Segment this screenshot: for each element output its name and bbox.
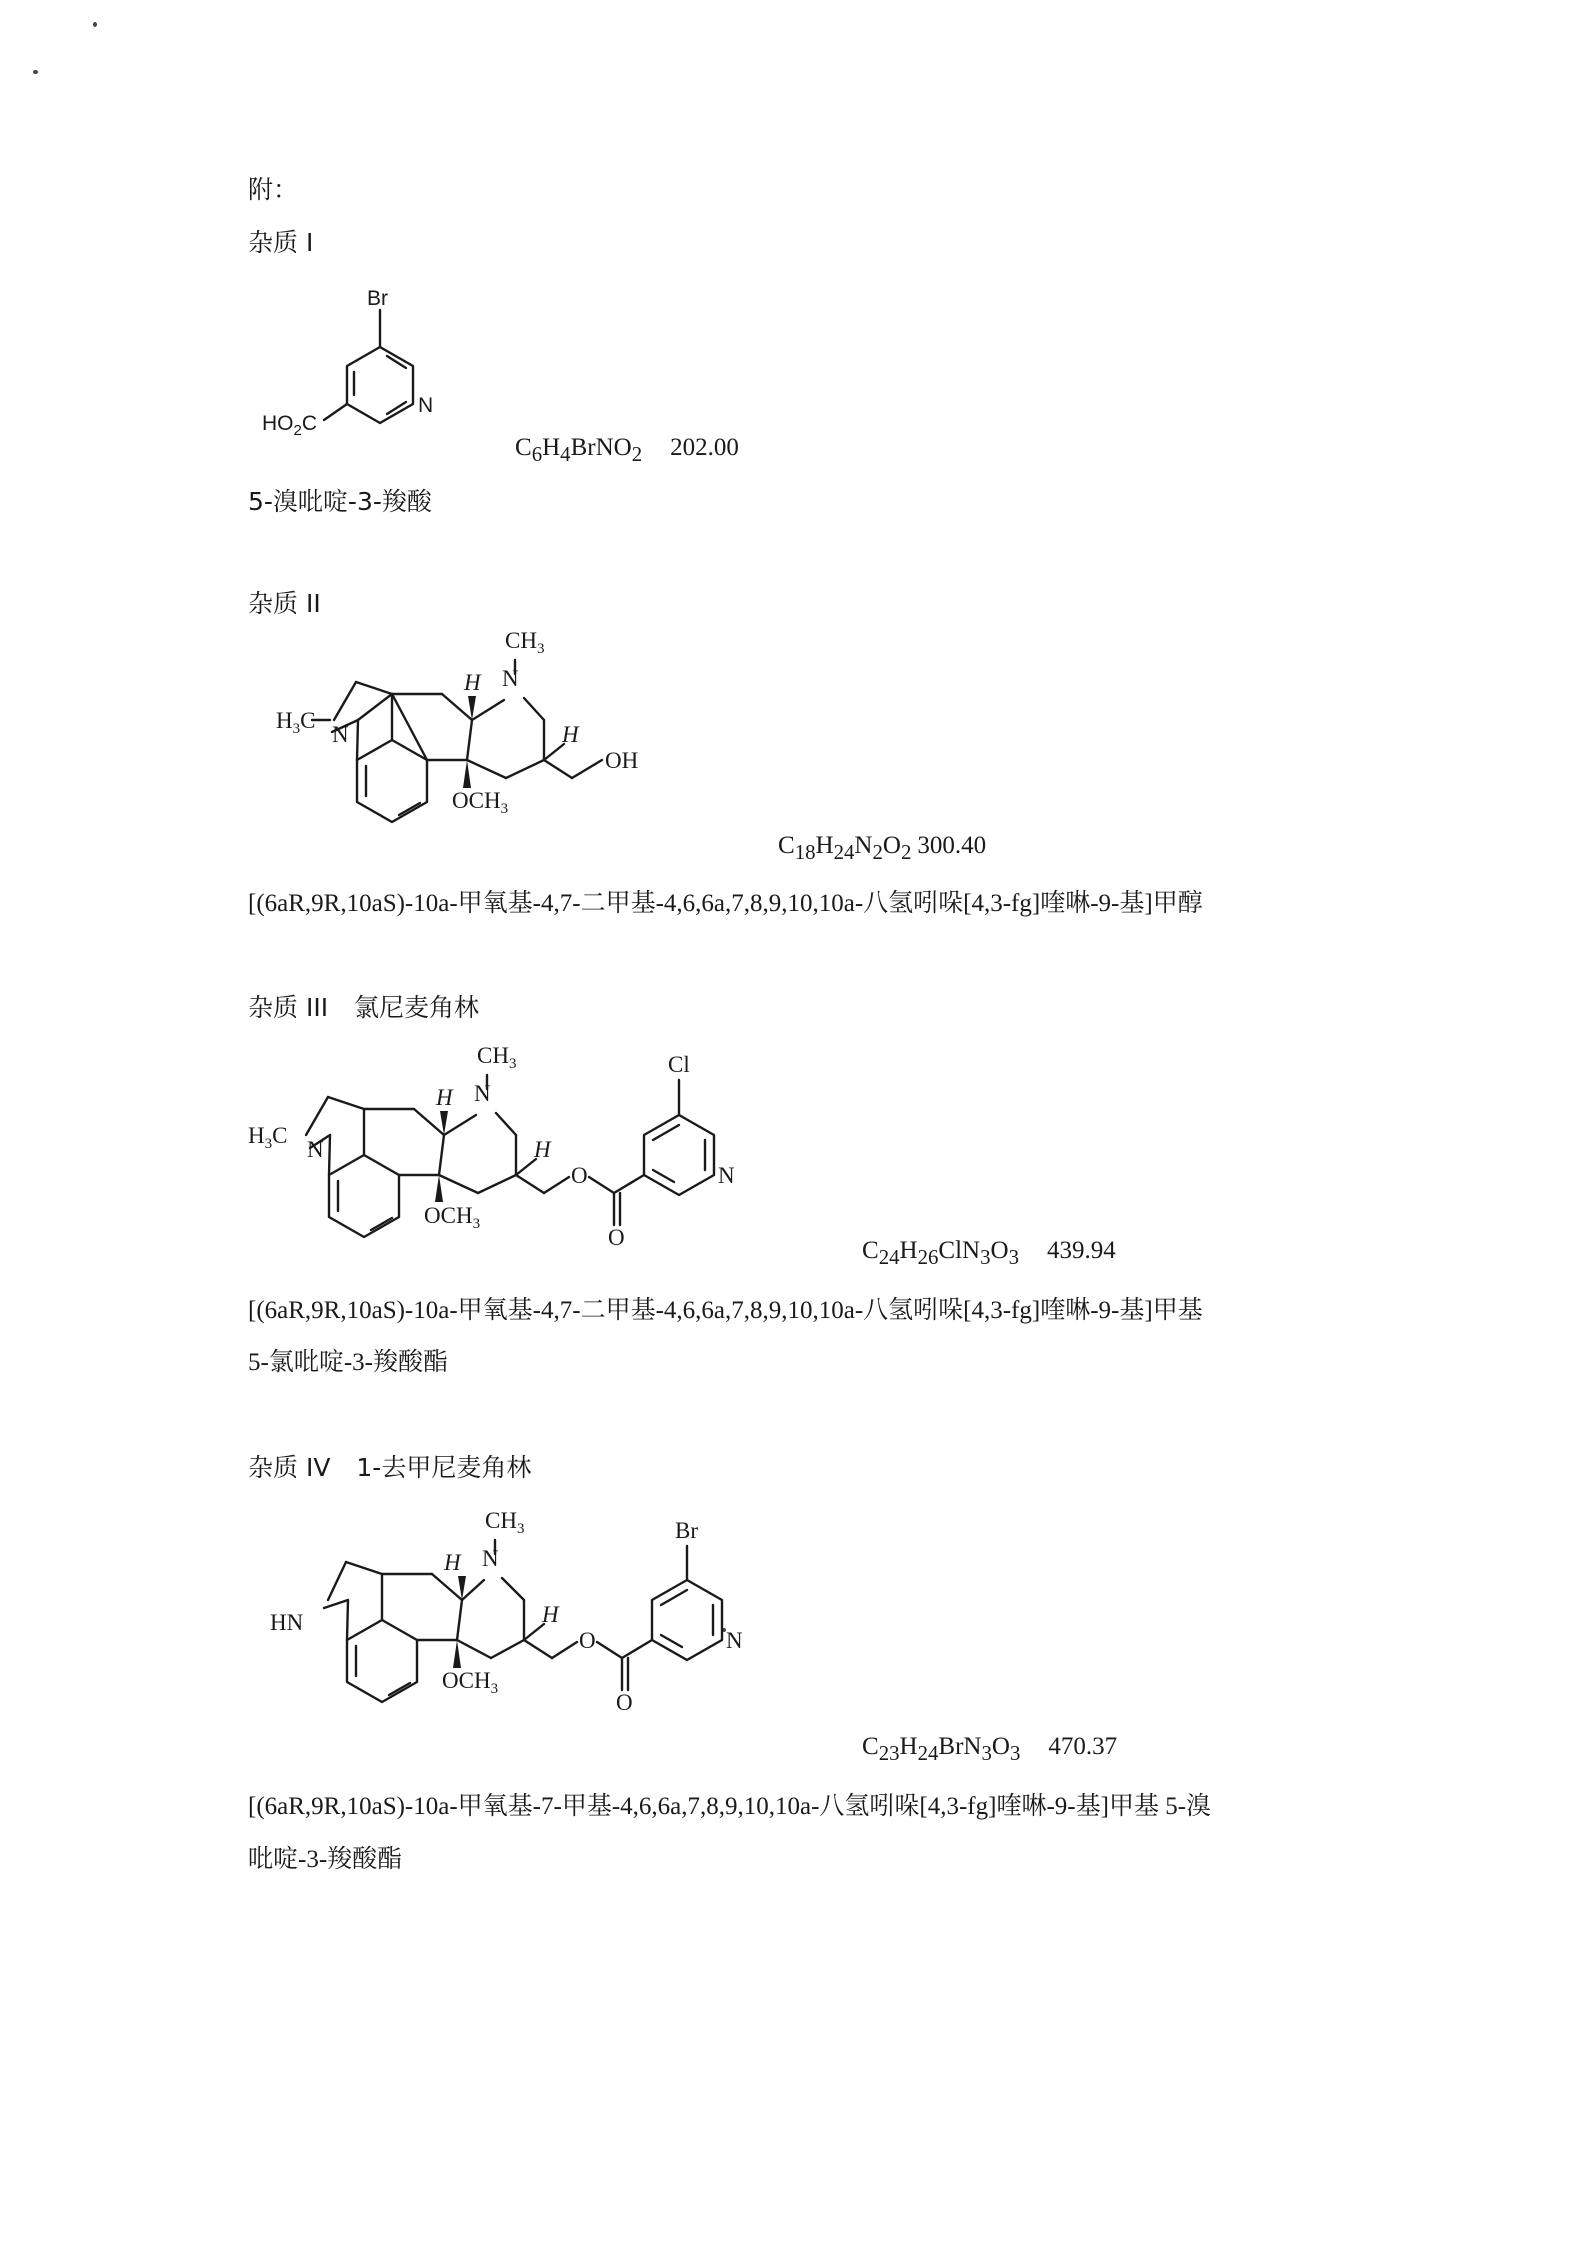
impurity-3-heading bbox=[248, 995, 479, 1020]
n-methyl-label: $CH_3$ bbox=[485, 1508, 525, 1537]
carbonyl-oxygen-label: O bbox=[608, 1225, 625, 1250]
n-methyl-label: $CH_3$ bbox=[477, 1043, 517, 1072]
ester-oxygen-label: O bbox=[579, 1628, 596, 1653]
h6a-label: H bbox=[436, 1085, 453, 1110]
n1-label: N bbox=[332, 722, 349, 747]
h9-label: H bbox=[534, 1137, 551, 1162]
methoxy-label: $OCH_3$ bbox=[452, 788, 509, 817]
n-methyl-label: $CH_3$ bbox=[505, 628, 545, 657]
impurity-2-name bbox=[248, 883, 1203, 919]
n1-label: N bbox=[307, 1137, 324, 1162]
indole-nh-label: HN bbox=[270, 1610, 304, 1635]
impurity-2-heading: 杂质 II bbox=[248, 589, 321, 618]
chlorine-atom-label: Cl bbox=[668, 1052, 690, 1077]
formula-text: $C_{23}H_{24}BrN_3O_3$ bbox=[862, 1733, 1021, 1765]
pyridine-nitrogen-label: N bbox=[726, 1628, 743, 1653]
carbonyl-oxygen-label: O bbox=[616, 1690, 633, 1715]
impurity-4-structure bbox=[262, 1500, 802, 1720]
h6a-label: H bbox=[444, 1550, 461, 1575]
impurity-2-structure bbox=[272, 620, 712, 840]
carboxyl-group-label: $HO_2C$ bbox=[262, 412, 318, 439]
n1-methyl-label: $H_3C$ bbox=[248, 1123, 288, 1152]
heading-subtitle: 氯尼麦角林 bbox=[354, 993, 480, 1022]
pyridine-nitrogen-label: N bbox=[418, 394, 434, 417]
impurity-4-heading bbox=[248, 1455, 531, 1480]
n7-label: N bbox=[502, 666, 519, 691]
h9-label: H bbox=[562, 722, 579, 747]
impurity-3-name-line-1: [(6aR,9R,10aS)-10a-甲氧基-4,7-二甲基-4,6,6a,7,8,9,10,10a-八氢吲哚[4,3-fg]喹啉-9-基]甲基 bbox=[248, 1297, 1203, 1324]
ester-oxygen-label: O bbox=[571, 1163, 588, 1188]
impurity-3-structure bbox=[244, 1040, 804, 1255]
heading-text: 杂质 III bbox=[248, 993, 329, 1022]
impurity-4-molecular-weight: 470.37 bbox=[1048, 1733, 1118, 1760]
formula-text: $C_6H_4BrNO_2$ bbox=[515, 434, 643, 466]
bromine-atom-label: Br bbox=[367, 287, 388, 310]
heading-subtitle: 1-去甲尼麦角林 bbox=[356, 1453, 532, 1482]
impurity-3-molecular-weight: 439.94 bbox=[1047, 1237, 1116, 1264]
formula-text: $C_{18}H_{24}N_2O_2$ bbox=[778, 832, 912, 864]
methoxy-label: $OCH_3$ bbox=[442, 1668, 499, 1697]
h9-label: H bbox=[542, 1602, 559, 1627]
impurity-1-molecular-weight: 202.00 bbox=[670, 434, 739, 461]
bromine-atom-label: Br bbox=[675, 1518, 698, 1543]
impurity-3-name-line-2: 5-氯吡啶-3-羧酸酯 bbox=[248, 1349, 448, 1376]
impurity-3-formula bbox=[862, 1237, 1116, 1270]
impurity-1-structure bbox=[250, 280, 480, 450]
n7-label: N bbox=[482, 1546, 499, 1571]
iupac-name-text: [(6aR,9R,10aS)-10a-甲氧基-4,7-二甲基-4,6,6a,7,8,9,10,10a-八氢吲哚[4,3-fg]喹啉-9-基]甲醇 bbox=[248, 890, 1203, 917]
methoxy-label: $OCH_3$ bbox=[424, 1203, 481, 1232]
impurity-4-formula bbox=[862, 1733, 1117, 1766]
impurity-2-molecular-weight: 300.40 bbox=[917, 832, 987, 859]
n7-label: N bbox=[474, 1081, 491, 1106]
impurity-4-name-line-1: [(6aR,9R,10aS)-10a-甲氧基-7-甲基-4,6,6a,7,8,9,10,10a-八氢吲哚[4,3-fg]喹啉-9-基]甲基 5-溴 bbox=[248, 1793, 1212, 1820]
impurity-1-name: 5-溴吡啶-3-羧酸 bbox=[248, 487, 432, 516]
h6a-label: H bbox=[464, 670, 481, 695]
scan-speck bbox=[33, 70, 38, 74]
impurity-1-heading: 杂质 I bbox=[248, 228, 314, 257]
pyridine-nitrogen-label: N bbox=[718, 1163, 735, 1188]
hydroxyl-label: OH bbox=[605, 748, 639, 773]
impurity-2-formula bbox=[778, 832, 986, 865]
scan-speck bbox=[93, 22, 97, 27]
n1-methyl-label: $H_3C$ bbox=[276, 708, 316, 737]
impurity-1-formula bbox=[515, 434, 739, 467]
impurity-4-name-line-2: 吡啶-3-羧酸酯 bbox=[248, 1846, 403, 1873]
heading-text: 杂质 IV bbox=[248, 1453, 331, 1482]
formula-text: $C_{24}H_{26}ClN_3O_3$ bbox=[862, 1237, 1019, 1269]
appendix-label: 附： bbox=[248, 175, 299, 204]
